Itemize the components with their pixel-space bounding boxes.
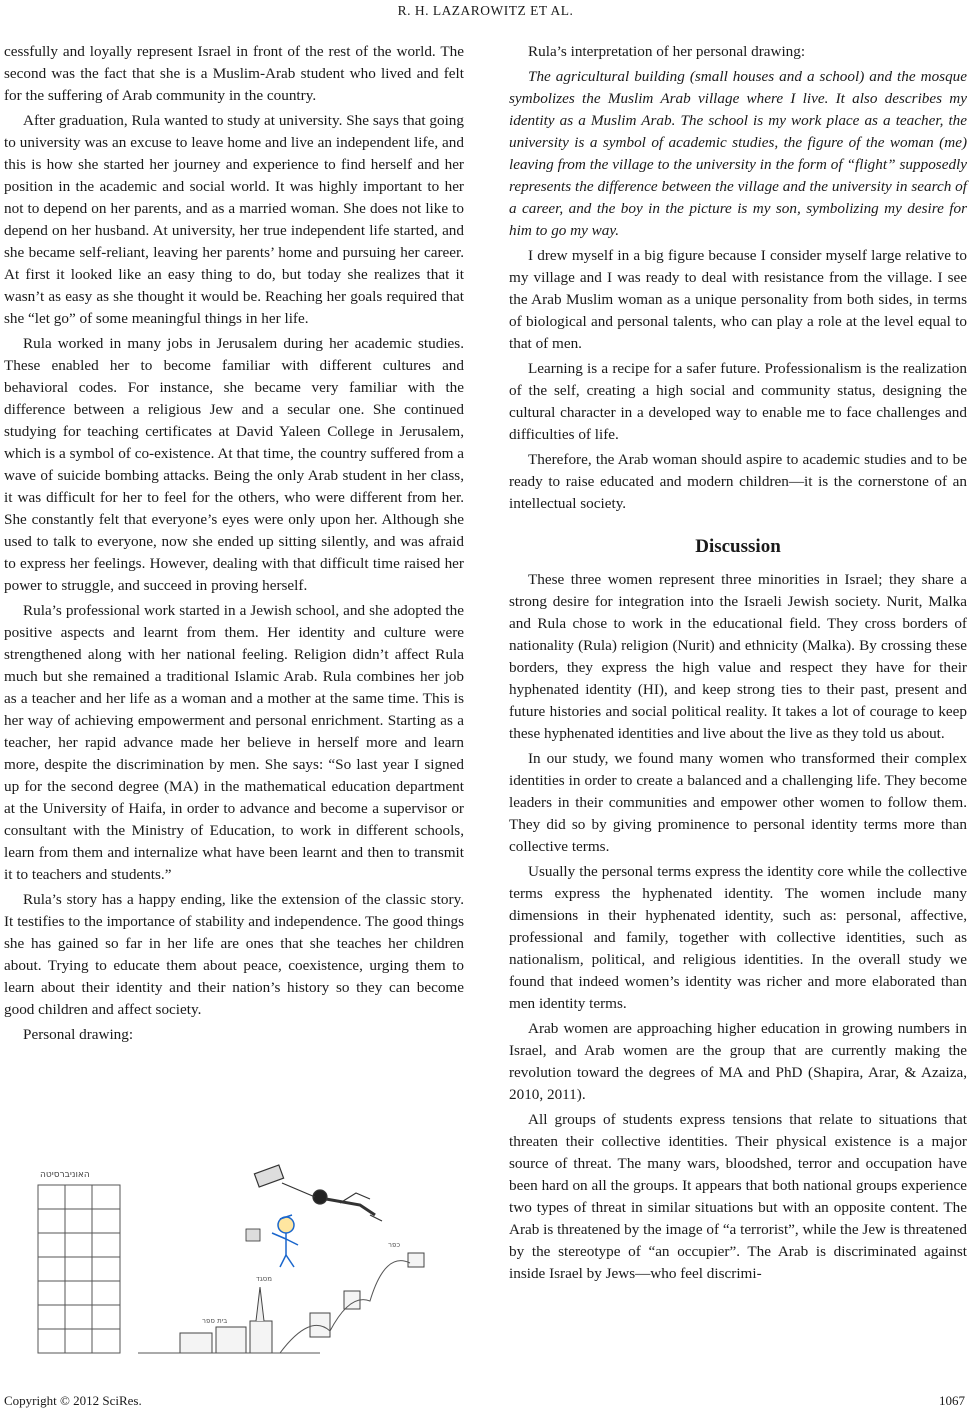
paragraph: cessfully and loyally represent Israel in front of the rest of the world. The second was the fact that she is a Muslim-Arab student who lived and felt for the suffering of Arab community in the country. bbox=[4, 43, 464, 104]
paragraph: Rula’s interpretation of her personal drawing: bbox=[528, 43, 806, 60]
university-label: האוניברסיטה bbox=[40, 1170, 90, 1180]
path-line bbox=[180, 1261, 410, 1353]
school-label: בית ספר bbox=[202, 1317, 228, 1325]
paragraph: All groups of students express tensions that relate to situations that threaten their collective identities. Their physical existence is a major source of threat. The many wars, bloodshed, terror and occupation have been hard on all the groups. It appears that both national groups experience two types of threat in similar situations but with an opposite content. The Arab is threatened by the image of “a terrorist”, while the Jew is threatened by the stereotype of “an occupier”. The Arab is discriminated against inside Israel by Jews—who feel discrimi- bbox=[509, 1111, 967, 1282]
page-number: 1067 bbox=[939, 1393, 965, 1408]
section-heading: Discussion bbox=[695, 536, 781, 557]
university-building bbox=[38, 1185, 120, 1353]
paragraph: After graduation, Rula wanted to study at university. She says that going to university was an excuse to leave home and live an independent life, and this is how she started her journey and experience to find herself and her position in the academic and social world. It was highly important to her not to depend on her parents, and as a married woman. She does not like to depend on her husband. At university, her true independent life started, and she became self-reliant, leaving her parents’ home and pursuing her career. At first it looked like an easy thing to do, but today she realizes that it wasn’t as easy as she thought it would be. Reaching her goals required that she “let go” of some meaningful things in her life. bbox=[4, 112, 464, 327]
paragraph: Learning is a recipe for a safer future. Professionalism is the realization of the self, creating a high social and community status, designing the cultural character in a developed way to enable me to face challenges and difficulties of life. bbox=[509, 360, 967, 443]
paragraph: In our study, we found many women who transformed their complex identities in order to create a balanced and a challenging life. They become leaders in their communities and empower other women to follow them. They did so by giving prominence to personal identity terms more than collective terms. bbox=[509, 750, 967, 855]
paragraph: Rula’s story has a happy ending, like the extension of the classic story. It testifies to the importance of stability and independence. The good things she has gained so far in her life are ones that she teaches her children about. Trying to educate them about peace, coexistence, urging them to learn about their identity and their nation’s history so they can become good children and affect society. bbox=[4, 891, 464, 1018]
village-label: כפר bbox=[388, 1241, 401, 1249]
paragraph: I drew myself in a big figure because I consider myself large relative to my village and I was ready to deal with resistance from the village. I see the Arab Muslim woman as a unique personality from both sides, in terms of biological and personal talents, who can play a role at the level equal to that of men. bbox=[509, 247, 967, 352]
paragraph: Usually the personal terms express the identity core while the collective terms express the hyphenated identity. The women include many dimensions in their hyphenated identity, such as: personal, affective, professional and family, together with collective identities, such as nationalism, political, and religious identities. In the overall study we found that indeed women’s identity was richer and more elaborated than men identity terms. bbox=[509, 863, 967, 1012]
mosque-label: מסגד bbox=[256, 1275, 273, 1283]
paragraph: Arab women are approaching higher education in growing numbers in Israel, and Arab women are the group that are currently making the revolution toward the degrees of MA and PhD (Shapira, Arar, & Azaiza, 2010, 2011). bbox=[509, 1020, 967, 1103]
paragraph: Rula worked in many jobs in Jerusalem during her academic studies. These enabled her to become familiar with different cultures and behavioral codes. For instance, she became very familiar with the difference between a religious Jew and a secular one. She continued studying for teaching certificates at David Yaleen College in Jerusalem, which is a symbol of co-existence. At that time, the country suffered from a wave of suicide bombing attacks. Being the only Arab student in her class, it was difficult for her to feel for the others, who were different from her. She constantly felt that everyone’s eyes were only upon her. Although she used to talk to everyone, now she ended up sitting silently, and was afraid to express her feelings. However, dealing with that difficult time raised her power to struggle, and succeed in proving herself. bbox=[4, 335, 464, 594]
paragraph: Therefore, the Arab woman should aspire to academic studies and to be ready to raise educated and modern children—it is the cornerstone of an intellectual society. bbox=[509, 451, 967, 512]
paragraph: Rula’s professional work started in a Jewish school, and she adopted the positive aspects and learnt from them. Her identity and culture were strengthened along with her national feeling. Religion didn’t affect Rula much but she remained a traditional Islamic Arab. Rula combines her job as a teacher and her life as a woman and a mother at the same time. This is her way of achieving empowerment and personal enrichment. Starting as a teacher, her rapid advance made her believe in herself more and learn more, despite the discrimination by men. She says: “So last year I signed up for the second degree (MA) in the mathematical education department at the University of Haifa, in order to advance and become a supervisor or consultant with the Ministry of Education, to work in different schools, learn from them and internalize what have been learnt and then to transmit it to teachers and students.” bbox=[4, 602, 464, 883]
boy-figure bbox=[246, 1215, 298, 1267]
copyright-footer: Copyright © 2012 SciRes. bbox=[4, 1393, 142, 1408]
running-head: R. H. LAZAROWITZ ET AL. bbox=[397, 3, 574, 18]
right-column bbox=[509, 41, 967, 1288]
left-column bbox=[4, 41, 464, 1049]
figure-caption: Personal drawing: bbox=[23, 1026, 134, 1043]
paragraph: These three women represent three minorities in Israel; they share a strong desire for integration into the Israeli Jewish society. Nurit, Malka and Rula chose to work in the educational field. They cross borders of nationality (Rula) religion (Nurit) and ethnicity (Malka). By crossing these borders, they express the high value and respect they have for their hyphenated identity (HI), and keep strong ties to their past, present and future histories and social political reality. It takes a lot of courage to keep these hyphenated identities and live about the live as they told us about. bbox=[509, 571, 967, 742]
quote-paragraph: The agricultural building (small houses and a school) and the mosque symbolizes the Muslim Arab village where I live. It also describes my identity as a Muslim Arab. The school is my work place as a teacher, the university is a symbol of academic studies, the figure of the woman (me) leaving from the village to the university in the form of “flight” supposedly represents the difference between the village and the university in search of a career, and the boy in the picture is my son, symbolizing my desire for him to go my way. bbox=[509, 68, 967, 239]
village bbox=[180, 1253, 424, 1353]
woman-figure bbox=[254, 1165, 382, 1221]
personal-drawing-figure bbox=[30, 1163, 430, 1359]
